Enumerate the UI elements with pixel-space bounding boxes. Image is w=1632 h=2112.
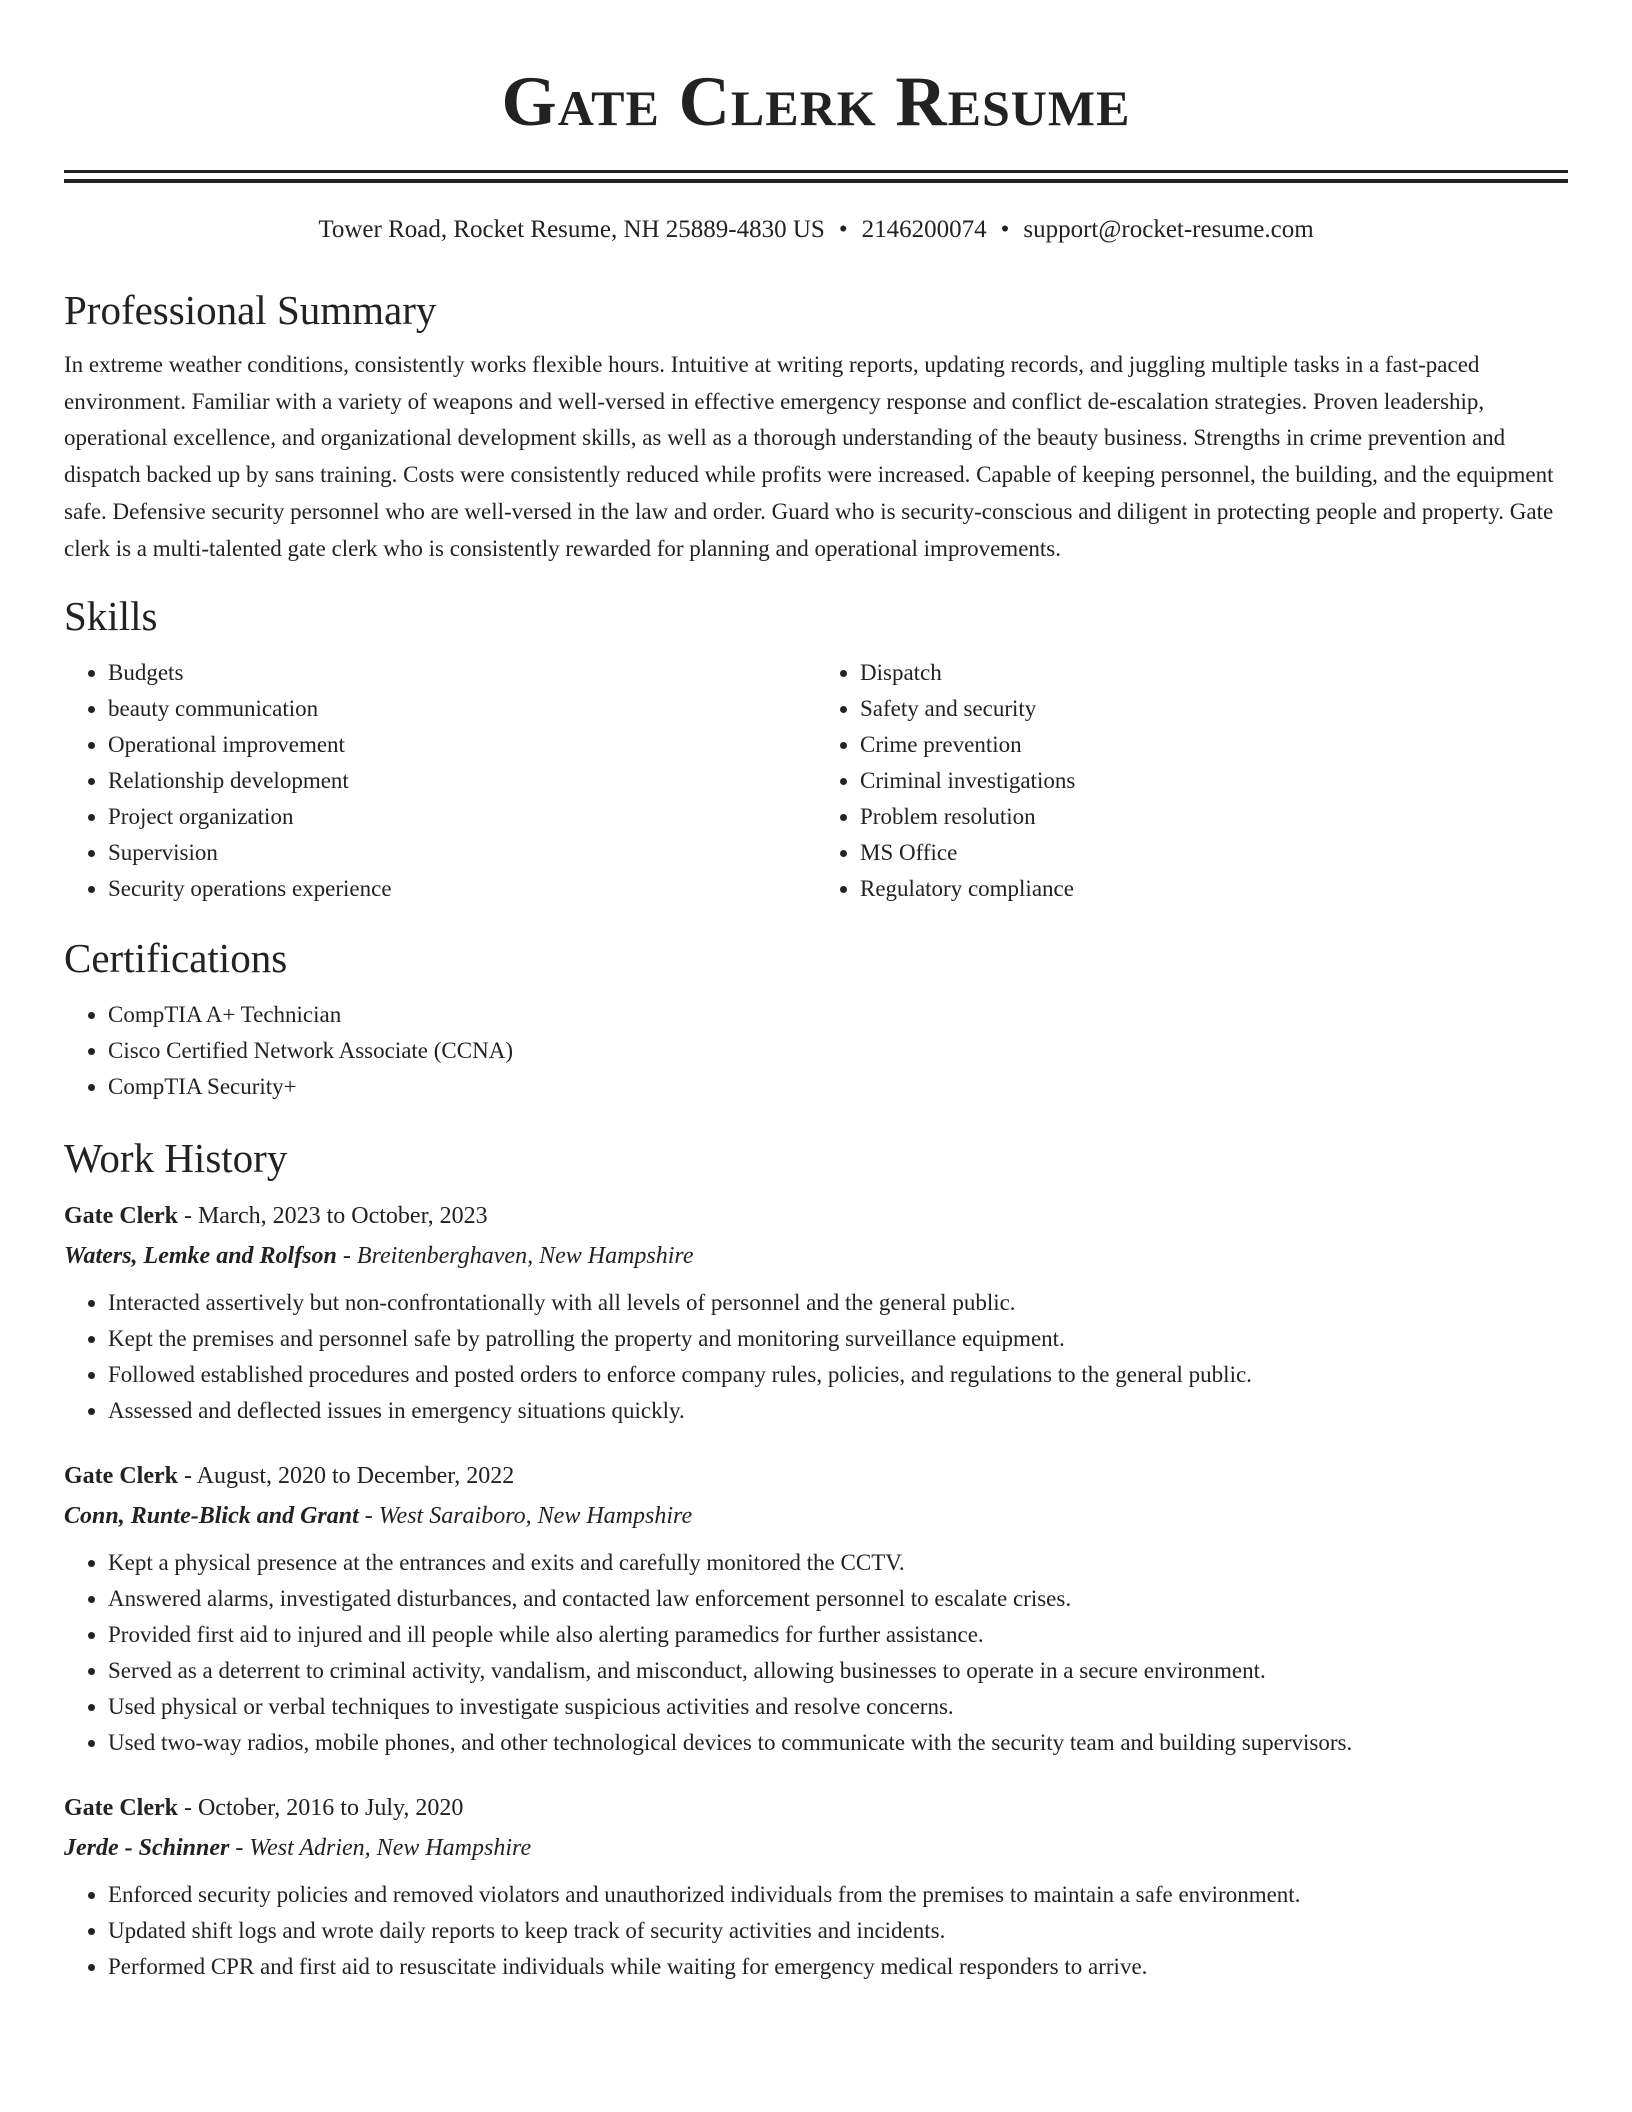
job-entry [64, 1791, 1568, 1985]
job-bullet: • Performed CPR and first aid to resuscitate individuals while waiting for emergency medical responders to arrive. [108, 1949, 1568, 1985]
job-dash: - [342, 1243, 351, 1270]
skill-item: • Relationship development [108, 763, 816, 799]
certification-item: • Cisco Certified Network Associate (CCNA) [108, 1033, 1568, 1069]
certifications-heading: Certifications [64, 935, 288, 982]
job-header [64, 1199, 1568, 1233]
job-bullet: • Kept a physical presence at the entrances and exits and carefully monitored the CCTV. [108, 1545, 1568, 1581]
skills-columns [64, 655, 1568, 907]
skill-item: • Crime prevention [860, 727, 1568, 763]
work-history-heading: Work History [64, 1135, 288, 1182]
skill-item: • Budgets [108, 655, 816, 691]
contact-address: Tower Road, Rocket Resume, NH 25889-4830 US [318, 216, 825, 243]
job-company: Conn, Runte-Blick and Grant [64, 1503, 359, 1530]
summary-heading: Professional Summary [64, 287, 437, 333]
job-title: Gate Clerk [64, 1795, 178, 1822]
job-bullet: • Provided first aid to injured and ill people while also alerting paramedics for further assistance. [108, 1617, 1568, 1653]
certification-item: • CompTIA A+ Technician [108, 997, 1568, 1033]
job-employer [64, 1237, 1568, 1275]
skill-item: • Operational improvement [108, 727, 816, 763]
contact-separator: • [838, 216, 848, 243]
job-dash: - [183, 1203, 192, 1230]
skill-item: • Project organization [108, 799, 816, 835]
job-bullet: • Enforced security policies and removed violators and unauthorized individuals from the premises to maintain a safe environment. [108, 1877, 1568, 1913]
skill-item: • MS Office [860, 835, 1568, 871]
skills-heading: Skills [64, 593, 158, 640]
job-company: Waters, Lemke and Rolfson [64, 1243, 337, 1270]
skill-item: • Criminal investigations [860, 763, 1568, 799]
skill-item: • Supervision [108, 835, 816, 871]
job-bullets [64, 1877, 1568, 1985]
job-bullet: • Interacted assertively but non-confrontationally with all levels of personnel and the general public. [108, 1285, 1568, 1321]
contact-separator: • [1000, 216, 1010, 243]
skill-item: • Dispatch [860, 655, 1568, 691]
job-dash: - [235, 1835, 244, 1862]
job-dash: - [183, 1795, 192, 1822]
job-location: West Adrien, New Hampshire [249, 1835, 532, 1862]
skill-item: • Regulatory compliance [860, 871, 1568, 907]
job-bullets [64, 1545, 1568, 1761]
resume-title: Gate Clerk Resume [501, 63, 1131, 141]
job-entry [64, 1199, 1568, 1429]
job-title: Gate Clerk [64, 1203, 178, 1230]
skill-item: • Safety and security [860, 691, 1568, 727]
skill-item: • beauty communication [108, 691, 816, 727]
job-dates: March, 2023 to October, 2023 [197, 1203, 488, 1230]
job-dash: - [183, 1463, 192, 1490]
skill-item: • Security operations experience [108, 871, 816, 907]
certifications-section [64, 933, 1568, 1105]
skills-list-left [64, 655, 816, 907]
job-bullet: • Used physical or verbal techniques to investigate suspicious activities and resolve concerns. [108, 1689, 1568, 1725]
summary-section [64, 285, 1568, 567]
skills-list-right [816, 655, 1568, 907]
work-history-section [64, 1133, 1568, 1985]
title-divider [64, 170, 1568, 183]
job-bullet: • Updated shift logs and wrote daily reports to keep track of security activities and incidents. [108, 1913, 1568, 1949]
contact-phone: 2146200074 [861, 216, 987, 243]
job-dash: - [364, 1503, 373, 1530]
contact-line [64, 215, 1568, 245]
job-employer [64, 1497, 1568, 1535]
job-bullet: • Followed established procedures and posted orders to enforce company rules, policies, and regulations to the general public. [108, 1357, 1568, 1393]
job-header [64, 1459, 1568, 1493]
job-bullets [64, 1285, 1568, 1429]
job-dates: August, 2020 to December, 2022 [196, 1463, 515, 1490]
job-bullet: • Answered alarms, investigated disturbances, and contacted law enforcement personnel to escalate crises. [108, 1581, 1568, 1617]
job-bullet: • Used two-way radios, mobile phones, and other technological devices to communicate with the security team and building supervisors. [108, 1725, 1568, 1761]
job-title: Gate Clerk [64, 1463, 178, 1490]
skill-item: • Problem resolution [860, 799, 1568, 835]
job-entry [64, 1459, 1568, 1761]
job-header [64, 1791, 1568, 1825]
job-bullet: • Kept the premises and personnel safe by patrolling the property and monitoring surveillance equipment. [108, 1321, 1568, 1357]
summary-text: In extreme weather conditions, consistently works flexible hours. Intuitive at writing reports, updating records, and juggling multiple tasks in a fast-paced environment. Familiar with a variety of weapons and well-versed in effective emergency response and conflict de-escalation strategies. Proven leadership, operational excellence, and organizational development skills, as well as a thorough understanding of the beauty business. Strengths in crime prevention and dispatch backed up by sans training. Costs were consistently reduced while profits were increased. Capable of keeping personnel, the building, and the equipment safe. Defensive security personnel who are well-versed in the law and order. Guard who is security-conscious and diligent in protecting people and property. Gate clerk is a multi-talented gate clerk who is consistently rewarded for planning and operational improvements. [64, 352, 1554, 561]
certifications-list [64, 997, 1568, 1105]
job-company: Jerde - Schinner [64, 1835, 230, 1862]
certification-item: • CompTIA Security+ [108, 1069, 1568, 1105]
job-dates: October, 2016 to July, 2020 [197, 1795, 464, 1822]
skills-section [64, 591, 1568, 907]
job-bullet: • Served as a deterrent to criminal activity, vandalism, and misconduct, allowing businesses to operate in a secure environment. [108, 1653, 1568, 1689]
job-bullet: • Assessed and deflected issues in emergency situations quickly. [108, 1393, 1568, 1429]
job-location: Breitenberghaven, New Hampshire [356, 1243, 694, 1270]
contact-email: support@rocket-resume.com [1023, 216, 1314, 243]
job-employer [64, 1829, 1568, 1867]
job-location: West Saraiboro, New Hampshire [378, 1503, 693, 1530]
